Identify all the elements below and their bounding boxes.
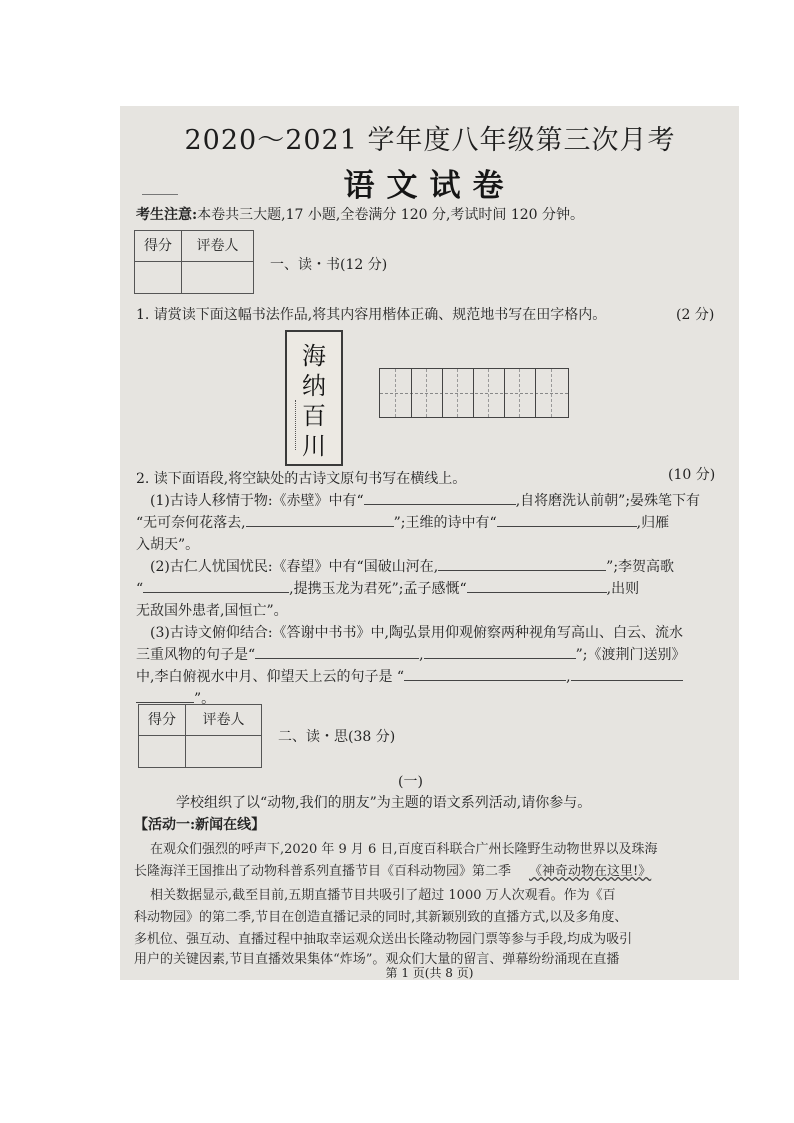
- question-1-points: (2 分): [676, 307, 715, 323]
- answer-blank[interactable]: [136, 688, 194, 703]
- score-box-2: [138, 704, 262, 768]
- calligraphy-char-3: 百: [302, 402, 326, 430]
- news-line-6: 用户的关键因素,节目直播效果集体“炸场”。观众们大量的留言、弹幕纷纷涌现在直播: [134, 952, 620, 967]
- score-label: 得分: [135, 231, 182, 261]
- answer-blank[interactable]: [246, 512, 394, 527]
- answer-blank[interactable]: [143, 578, 289, 593]
- grader-label: 评卷人: [196, 238, 239, 254]
- q2-line-7: (3)古诗文俯仰结合:《答谢中书书》中,陶弘景用仰观俯察两种视角写高山、白云、流水: [150, 625, 683, 641]
- grader-label: 评卷人: [202, 712, 245, 728]
- score-box-1: [134, 230, 254, 294]
- answer-blank[interactable]: [438, 556, 606, 571]
- answer-blank[interactable]: [424, 644, 576, 659]
- answer-blank[interactable]: [404, 666, 566, 681]
- notice-text: 本卷共三大题,17 小题,全卷满分 120 分,考试时间 120 分钟。: [197, 207, 585, 223]
- question-1: 1. 请赏读下面这幅书法作品,将其内容用楷体正确、规范地书写在田字格内。: [136, 307, 607, 323]
- calligraphy-char-4: 川: [302, 432, 326, 460]
- section-2-title: 二、读・思(38 分): [278, 729, 396, 745]
- q2-line-9: 中,李白俯视水中月、仰望天上云的句子是 “ ,: [136, 666, 683, 686]
- tianzige-grid[interactable]: [379, 368, 569, 418]
- activity-1-title: 【活动一:新闻在线】: [134, 817, 266, 833]
- answer-blank[interactable]: [255, 644, 419, 659]
- calligraphy-char-2: 纳: [302, 372, 326, 400]
- news-line-2: 长隆海洋王国推出了动物科普系列直播节目《百科动物园》第二季 《神奇动物在这里!》: [134, 864, 652, 879]
- score-label: 得分: [139, 705, 186, 735]
- part-label: (一): [398, 774, 423, 790]
- answer-blank[interactable]: [497, 512, 637, 527]
- q2-line-8: 三重风物的句子是“ , ”;《渡荆门送别》: [136, 644, 686, 664]
- calligraphy-artwork: [285, 330, 343, 466]
- section-2-intro: 学校组织了以“动物,我们的朋友”为主题的语文系列活动,请你参与。: [176, 795, 592, 811]
- news-line-1: 在观众们强烈的呼声下,2020 年 9 月 6 日,百度百科联合广州长隆野生动物世界以及珠海: [150, 842, 658, 857]
- page-footer: 第 1 页(共 8 页): [385, 966, 474, 980]
- section-1-title: 一、读・书(12 分): [270, 257, 388, 273]
- answer-blank[interactable]: [467, 578, 607, 593]
- short-rule: [142, 194, 178, 195]
- news-line-4: 科动物园》的第二季,节目在创造直播记录的同时,其新颖别致的直播方式,以及多角度、: [134, 910, 628, 925]
- q2-line-10: ”。: [136, 688, 215, 708]
- q2-line-5: “ ,提携玉龙为君死”;孟子感慨“ ,出则: [136, 578, 639, 598]
- q2-line-3: 入胡天”。: [136, 537, 200, 553]
- question-2-points: (10 分): [668, 467, 716, 483]
- answer-blank[interactable]: [571, 666, 683, 681]
- page-subtitle: 语文试卷: [343, 168, 516, 204]
- q2-line-4: (2)古仁人忧国忧民:《春望》中有“国破山河在, ”;李贺高歌: [150, 556, 674, 576]
- q2-line-1: (1)古诗人移情于物:《赤壁》中有“ ,自将磨洗认前朝”;晏殊笔下有: [150, 490, 700, 510]
- exam-paper: [120, 106, 739, 980]
- answer-blank[interactable]: [364, 490, 516, 505]
- seal-inscription: [295, 400, 296, 450]
- calligraphy-char-1: 海: [302, 342, 326, 370]
- news-line-3: 相关数据显示,截至目前,五期直播节目共吸引了超过 1000 万人次观看。作为《百: [150, 888, 616, 903]
- news-line-5: 多机位、强互动、直播过程中抽取幸运观众送出长隆动物园门票等参与手段,均成为吸引: [134, 932, 633, 947]
- question-2: 2. 读下面语段,将空缺处的古诗文原句书写在横线上。: [136, 471, 467, 487]
- q2-line-6: 无敌国外患者,国恒亡”。: [136, 603, 288, 619]
- q2-line-2: “无可奈何花落去, ”;王维的诗中有“ ,归雁: [136, 512, 669, 532]
- notice-label: 考生注意:: [136, 207, 198, 223]
- page-title: 2020～2021 学年度八年级第三次月考: [184, 125, 676, 156]
- exam-notice: [136, 204, 584, 224]
